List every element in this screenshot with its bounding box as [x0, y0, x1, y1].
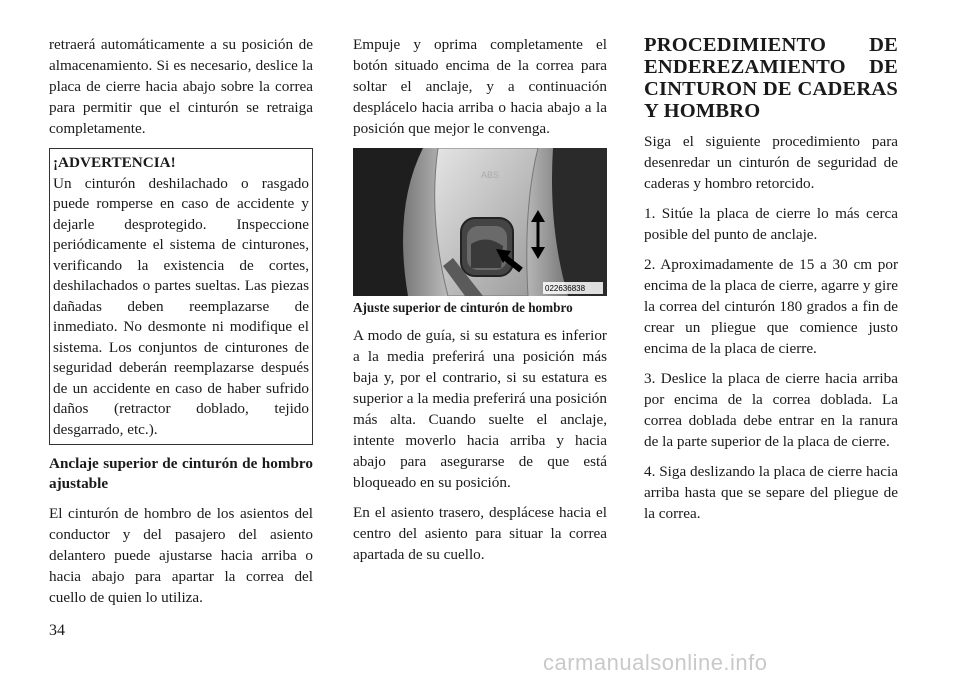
section-subheading: Anclaje superior de cinturón de hombro ajustable [49, 455, 313, 492]
svg-text:ABS: ABS [481, 170, 500, 180]
figure-code: 022636838 [545, 284, 586, 293]
section-heading: PROCEDIMIENTO DE ENDEREZAMIENTO DE CINTURON DE CADERAS Y HOMBRO [644, 34, 898, 122]
figure-caption: Ajuste superior de cinturón de hombro [353, 300, 573, 315]
right-column [644, 34, 898, 533]
shoulder-anchor-illustration [353, 148, 607, 296]
warning-text: Un cinturón deshilachado o rasgado puede romperse en caso de accidente y dejarle desprotegido. Inspeccione periódicamente el sistema de cinturones, verificando la existencia de cortes, deshilachados o partes sueltas. Las piezas dañadas deben reemplazarse de inmediato. No desmonte ni modifique el sistema. Los conjuntos de cinturones de seguridad deberán reemplazarse después de un accidente en caso de haber sufrido daños (retractor doblado, tejido desgarrado, etc.). [53, 174, 309, 438]
step-2: 2. Aproximadamente de 15 a 30 cm por encima de la placa de cierre, agarre y gire la correa del cinturón 180 grados a fin de crear un pliegue que comience justo encima de la placa de cierre. [644, 256, 898, 357]
body-paragraph: Siga el siguiente procedimiento para desenredar un cinturón de seguridad de caderas y hombro retorcido. [644, 133, 898, 192]
middle-column [353, 34, 607, 574]
warning-title: ¡ADVERTENCIA! [53, 154, 176, 171]
warning-box [49, 148, 313, 445]
step-1: 1. Sitúe la placa de cierre lo más cerca posible del punto de anclaje. [644, 205, 898, 243]
body-paragraph: retraerá automáticamente a su posición de almacenamiento. Si es necesario, deslice la placa de cierre hacia abajo sobre la correa para permitir que el cinturón se retraiga completamente. [49, 36, 313, 137]
shoulder-anchor-photo [353, 148, 607, 296]
body-paragraph: A modo de guía, si su estatura es inferior a la media preferirá una posición más baja y, por el contrario, si su estatura es superior a la media preferirá una posición más alta. Cuando suelte el anclaje, intente moverlo hacia arriba y hacia abajo para asegurarse de que está bloqueado en su posición. [353, 327, 607, 491]
body-paragraph: En el asiento trasero, desplácese hacia el centro del asiento para situar la correa apartada de su cuello. [353, 504, 607, 563]
step-3: 3. Deslice la placa de cierre hacia arriba por encima de la correa doblada. La correa doblada debe entrar en la ranura de la parte superior de la placa de cierre. [644, 370, 898, 450]
page-number: 34 [49, 622, 65, 639]
body-paragraph: Empuje y oprima completamente el botón situado encima de la correa para soltar el anclaje, y a continuación desplácelo hacia arriba o hacia abajo a la posición que mejor le convenga. [353, 36, 607, 137]
body-paragraph: El cinturón de hombro de los asientos del conductor y del pasajero del asiento delantero puede ajustarse hacia arriba o hacia abajo para apartar la correa del cuello de quien lo utiliza. [49, 505, 313, 606]
watermark: carmanualsonline.info [543, 650, 768, 675]
step-4: 4. Siga deslizando la placa de cierre hacia arriba hasta que se separe del pliegue de la correa. [644, 463, 898, 522]
left-column [49, 34, 313, 617]
